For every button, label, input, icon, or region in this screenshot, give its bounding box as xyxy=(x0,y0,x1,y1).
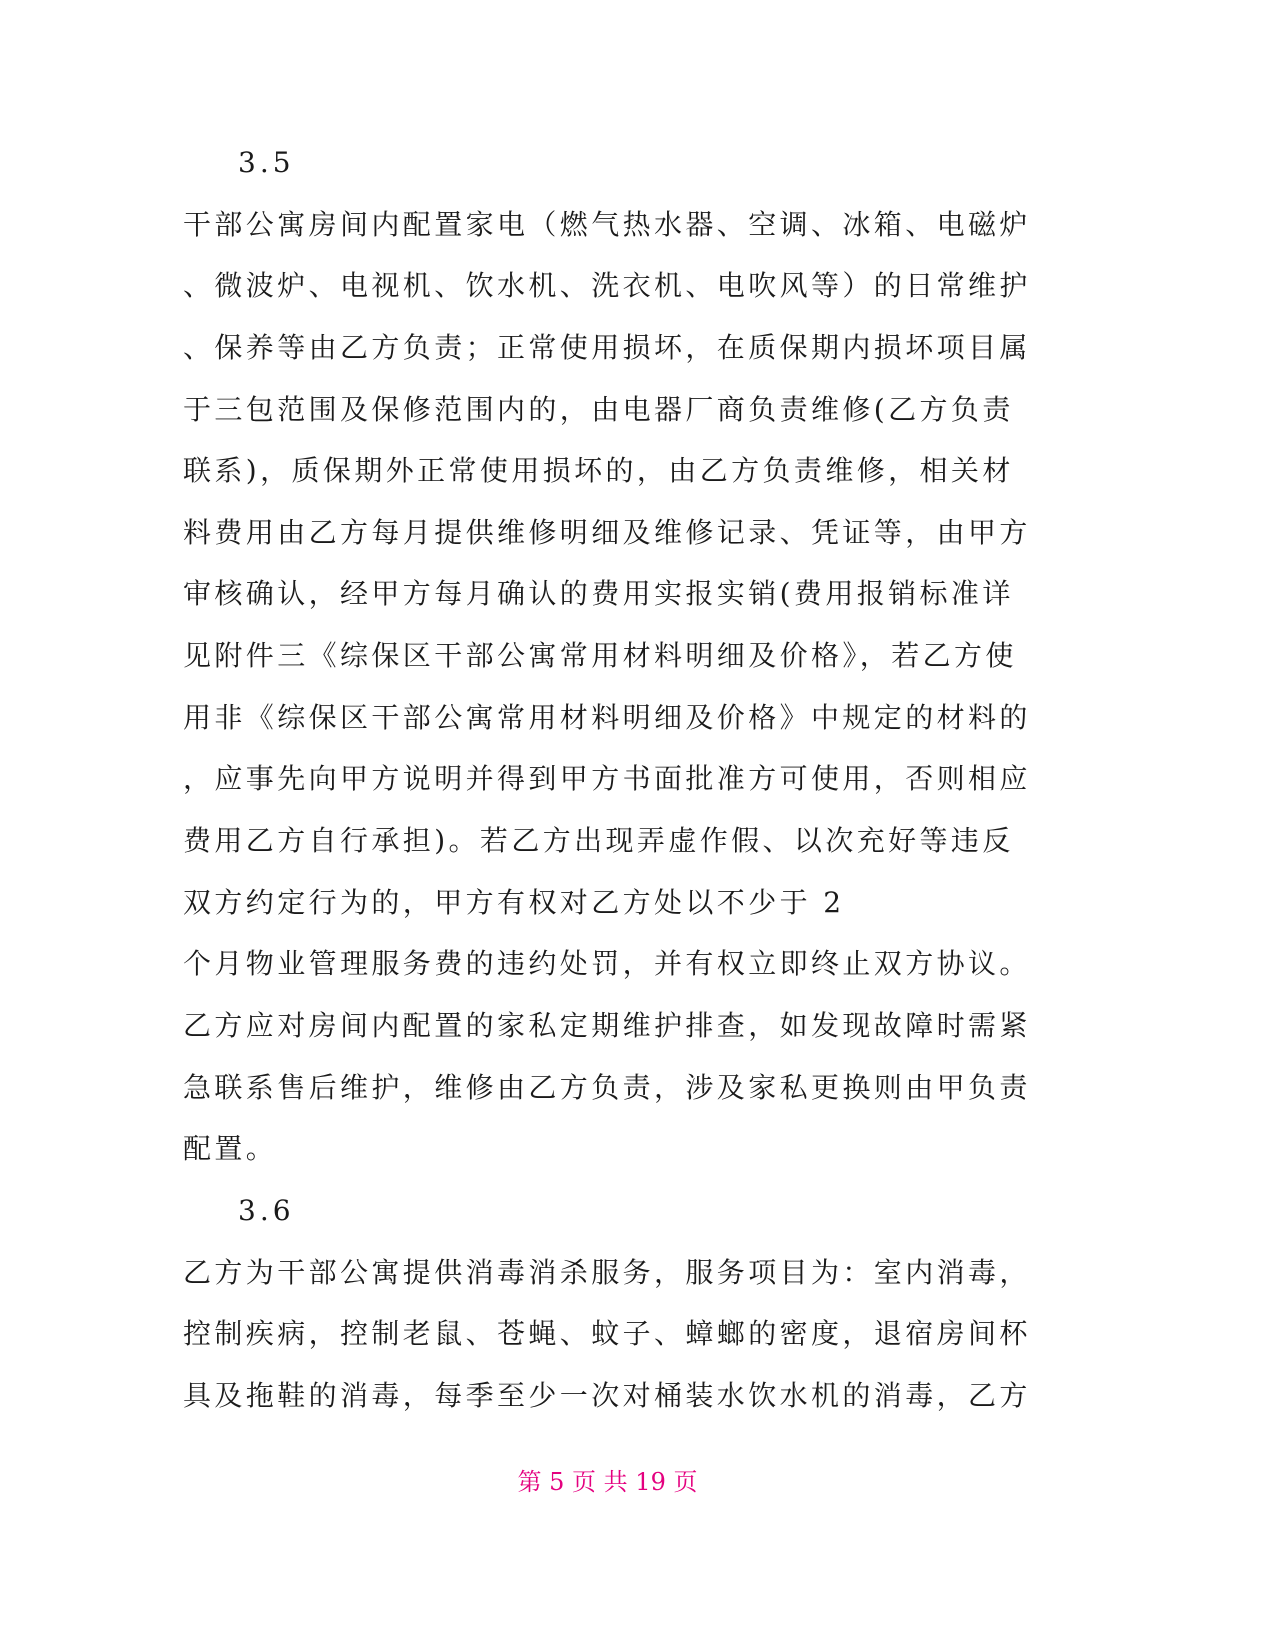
text-line: 、微波炉、电视机、饮水机、洗衣机、电吹风等）的日常维护 xyxy=(183,269,1031,303)
text-line: 个月物业管理服务费的违约处罚，并有权立即终止双方协议。 xyxy=(183,947,1031,981)
text-line: 料费用由乙方每月提供维修明细及维修记录、凭证等，由甲方 xyxy=(183,515,1031,549)
text-line: 、保养等由乙方负责；正常使用损坏，在质保期内损坏项目属 xyxy=(183,330,1031,364)
text-line: 配置。 xyxy=(183,1132,278,1166)
section-number: 3.5 xyxy=(238,146,295,179)
section-paragraph xyxy=(183,1242,1083,1427)
text-line: 费用乙方自行承担)。若乙方出现弄虚作假、以次充好等违反 xyxy=(183,824,1014,858)
text-line: 急联系售后维护，维修由乙方负责，涉及家私更换则由甲负责 xyxy=(183,1070,1031,1104)
section-number: 3.6 xyxy=(238,1193,295,1227)
text-line: 于三包范围及保修范围内的，由电器厂商负责维修(乙方负责 xyxy=(183,392,1014,426)
text-line: 干部公寓房间内配置家电（燃气热水器、空调、冰箱、电磁炉 xyxy=(183,207,1031,241)
text-line: 乙方为干部公寓提供消毒消杀服务，服务项目为：室内消毒， xyxy=(183,1255,1031,1289)
page-footer: 第 5 页 共 19 页 xyxy=(517,1468,698,1496)
text-line: ，应事先向甲方说明并得到甲方书面批准方可使用，否则相应 xyxy=(183,762,1031,796)
text-line: 见附件三《综保区干部公寓常用材料明细及价格》，若乙方使 xyxy=(183,639,1017,673)
text-line: 用非《综保区干部公寓常用材料明细及价格》中规定的材料的 xyxy=(183,700,1031,734)
section-paragraph xyxy=(183,194,1083,1180)
text-line: 控制疾病，控制老鼠、苍蝇、蚊子、蟑螂的密度，退宿房间杯 xyxy=(183,1317,1031,1351)
text-line: 乙方应对房间内配置的家私定期维护排查，如发现故障时需紧 xyxy=(183,1008,1031,1042)
document-body xyxy=(183,132,1083,1426)
text-line: 双方约定行为的，甲方有权对乙方处以不少于 2 xyxy=(183,885,845,919)
text-line: 审核确认，经甲方每月确认的费用实报实销(费用报销标准详 xyxy=(183,577,1014,611)
text-line: 联系)，质保期外正常使用损坏的，由乙方负责维修，相关材 xyxy=(183,454,1014,488)
text-line: 具及拖鞋的消毒，每季至少一次对桶装水饮水机的消毒，乙方 xyxy=(183,1378,1031,1412)
